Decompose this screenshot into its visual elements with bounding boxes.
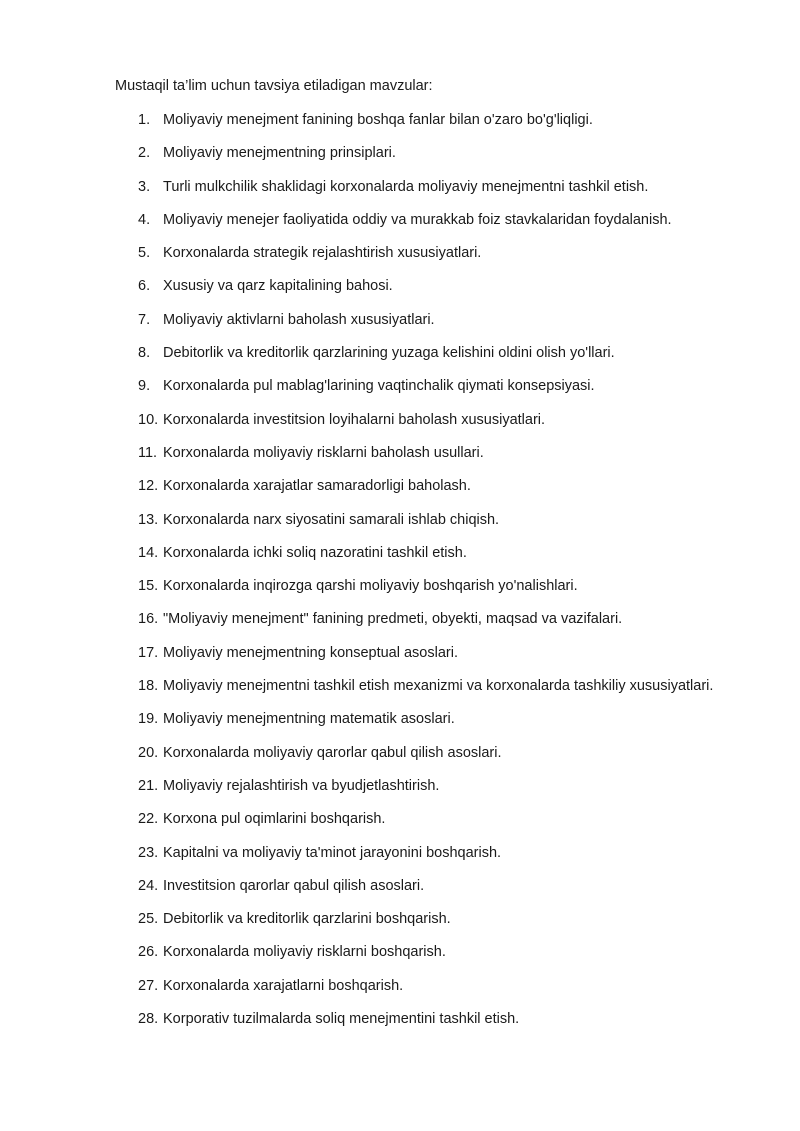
list-item-text: Xususiy va qarz kapitalining bahosi.	[163, 278, 393, 295]
list-item-number: 10.	[138, 411, 159, 428]
list-item-number: 6.	[138, 278, 151, 295]
list-item-number: 18.	[138, 678, 159, 695]
list-item-text: Turli mulkchilik shaklidagi korxonalarda moliyaviy menejmentni tashkil etish.	[163, 178, 649, 195]
list-item-text: Korxonalarda xarajatlar samaradorligi baholash.	[163, 478, 471, 495]
list-item-number: 3.	[138, 178, 151, 195]
document-heading: Mustaqil ta’lim uchun tavsiya etiladigan mavzular:	[115, 78, 433, 94]
list-item-number: 27.	[138, 977, 159, 994]
list-item-text: Moliyaviy menejmentning konseptual asoslari.	[163, 644, 458, 661]
list-item-number: 25.	[138, 911, 159, 928]
list-item-number: 28.	[138, 1011, 159, 1028]
list-item-text: Korxonalarda investitsion loyihalarni baholash xususiyatlari.	[163, 411, 546, 428]
list-item-number: 2.	[138, 145, 151, 162]
list-item-number: 11.	[138, 444, 158, 461]
list-item-text: Moliyaviy rejalashtirish va byudjetlashtirish.	[163, 777, 440, 794]
list-item-text: Moliyaviy aktivlarni baholash xususiyatlari.	[163, 311, 435, 328]
list-item-text: Korxonalarda ichki soliq nazoratini tashkil etish.	[163, 544, 467, 561]
list-item-text: Moliyaviy menejment fanining boshqa fanlar bilan o'zaro bo'g'liqligi.	[163, 112, 593, 128]
list-item-text: Investitsion qarorlar qabul qilish asoslari.	[163, 877, 425, 894]
list-item-text: "Moliyaviy menejment" fanining predmeti, obyekti, maqsad va vazifalari.	[163, 611, 623, 628]
list-item-number: 24.	[138, 877, 159, 894]
list-item-text: Korporativ tuzilmalarda soliq menejmentini tashkil etish.	[163, 1011, 520, 1028]
list-item-number: 9.	[138, 378, 151, 395]
list-item-text: Moliyaviy menejmentni tashkil etish mexanizmi va korxonalarda tashkiliy xususiyatlari.	[163, 678, 714, 695]
list-item-number: 12.	[138, 478, 159, 495]
list-item-number: 23.	[138, 844, 159, 861]
list-item-text: Moliyaviy menejer faoliyatida oddiy va murakkab foiz stavkalaridan foydalanish.	[163, 211, 672, 228]
list-item-number: 15.	[138, 578, 159, 595]
list-item-text: Korxonalarda moliyaviy risklarni boshqarish.	[163, 944, 446, 961]
list-item-text: Korxonalarda strategik rejalashtirish xususiyatlari.	[163, 245, 482, 262]
list-item-number: 19.	[138, 711, 159, 728]
list-item-text: Korxonalarda xarajatlarni boshqarish.	[163, 977, 404, 994]
list-item-number: 20.	[138, 744, 159, 761]
list-item-text: Korxonalarda pul mablag'larining vaqtinchalik qiymati konsepsiyasi.	[163, 378, 595, 395]
list-item-text: Debitorlik va kreditorlik qarzlarini boshqarish.	[163, 911, 451, 928]
list-item-text: Korxonalarda inqirozga qarshi moliyaviy boshqarish yo'nalishlari.	[163, 578, 578, 595]
list-item-number: 4.	[138, 211, 151, 228]
list-item-number: 26.	[138, 944, 159, 961]
list-item-text: Debitorlik va kreditorlik qarzlarining yuzaga kelishini oldini olish yo'llari.	[163, 345, 615, 362]
list-item-text: Kapitalni va moliyaviy ta'minot jarayonini boshqarish.	[163, 844, 502, 861]
list-item-number: 7.	[138, 311, 151, 328]
list-item-number: 8.	[138, 345, 151, 362]
list-item-text: Moliyaviy menejmentning prinsiplari.	[163, 145, 396, 162]
list-item-number: 13.	[138, 511, 159, 528]
list-item-number: 5.	[138, 245, 151, 262]
list-item-number: 16.	[138, 611, 159, 628]
list-item-text: Korxonalarda moliyaviy qarorlar qabul qilish asoslari.	[163, 744, 502, 761]
list-item-number: 21.	[138, 777, 159, 794]
list-item-text: Moliyaviy menejmentning matematik asoslari.	[163, 711, 455, 728]
list-item-text: Korxonalarda moliyaviy risklarni baholash usullari.	[163, 444, 484, 461]
list-item-number: 17.	[138, 644, 159, 661]
list-item-number: 14.	[138, 544, 159, 561]
list-item-text: Korxonalarda narx siyosatini samarali ishlab chiqish.	[163, 511, 500, 528]
list-item-number: 1.	[138, 112, 151, 128]
list-item-text: Korxona pul oqimlarini boshqarish.	[163, 811, 386, 828]
list-item-number: 22.	[138, 811, 159, 828]
